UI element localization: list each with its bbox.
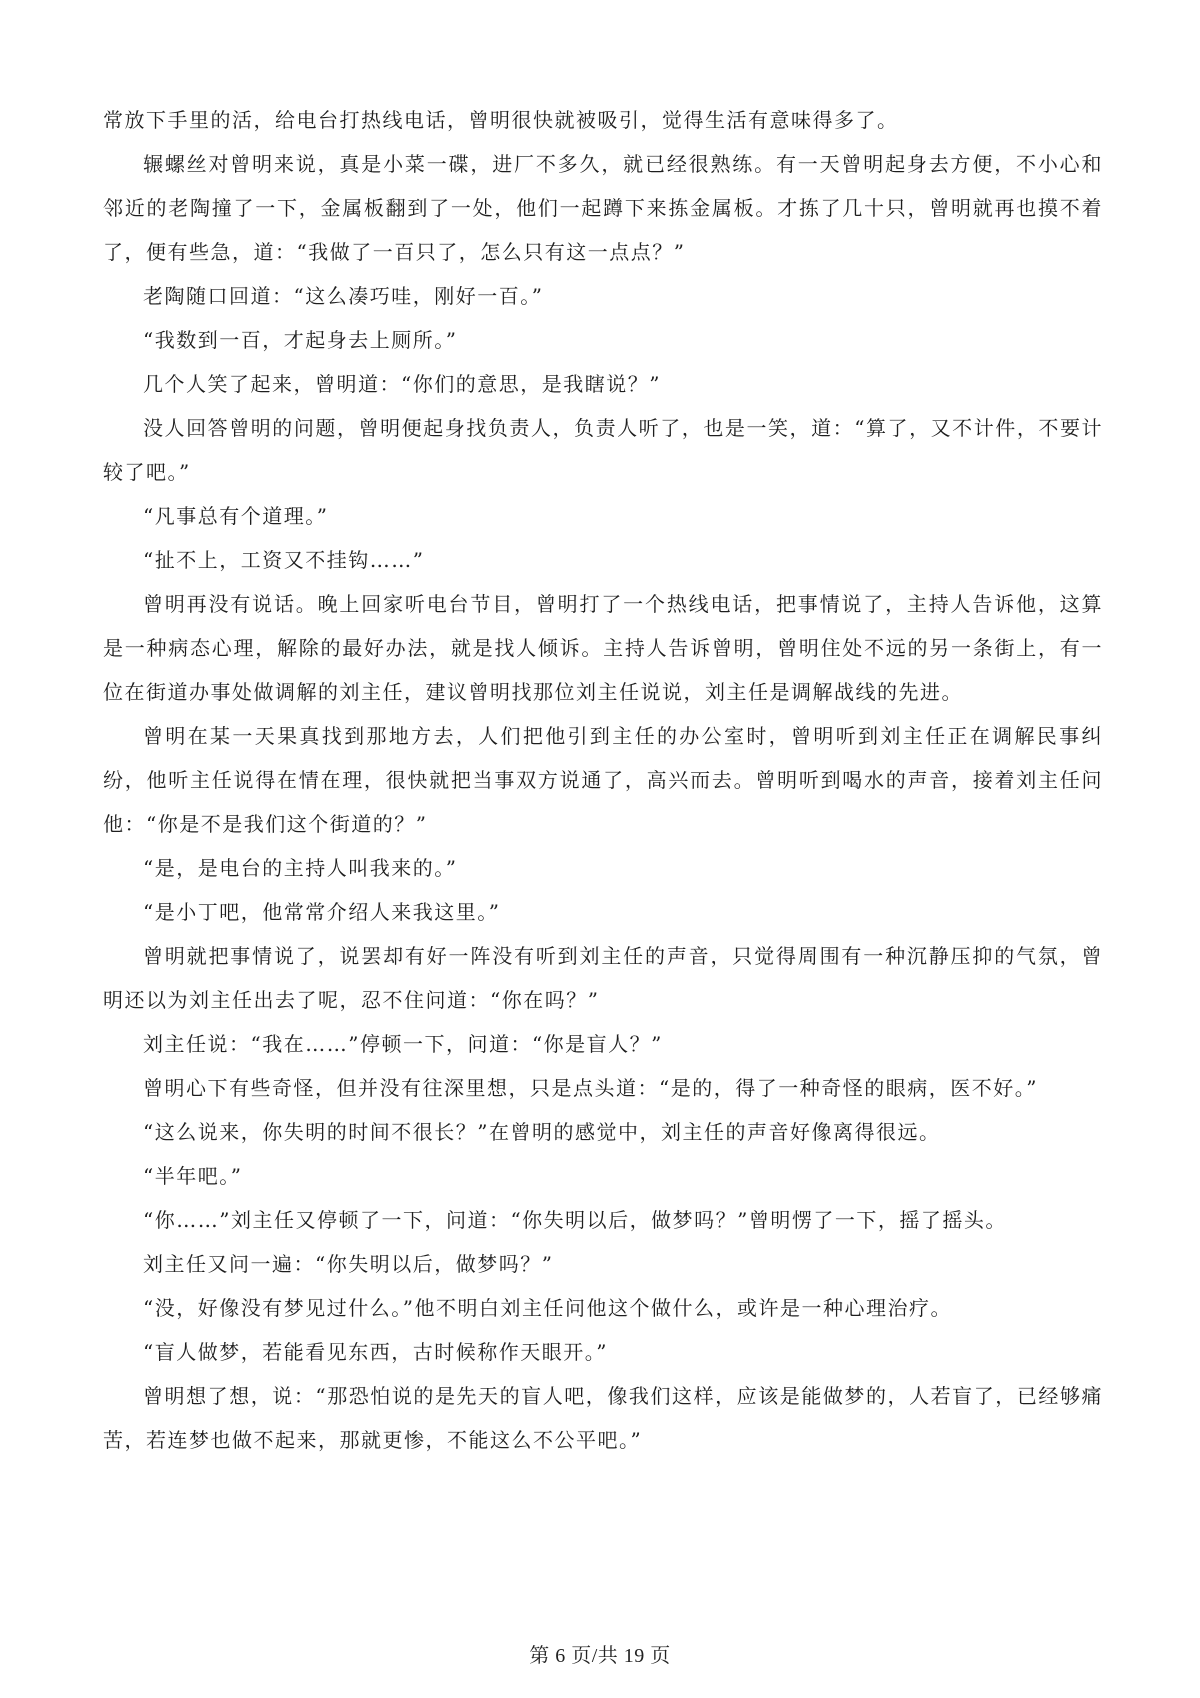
- paragraph: “凡事总有个道理。”: [143, 504, 329, 528]
- paragraph: “半年吧。”: [143, 1164, 243, 1188]
- paragraph: “我数到一百，才起身去上厕所。”: [143, 328, 458, 352]
- paragraph: 常放下手里的活，给电台打热线电话，曾明很快就被吸引，觉得生活有意味得多了。: [103, 108, 899, 132]
- paragraph: 曾明就把事情说了，说罢却有好一阵没有听到刘主任的声音，只觉得周围有一种沉静压抑的气氛，曾明还以为刘主任出去了呢，忍不住问道：“你在吗？”: [103, 944, 1103, 1012]
- paragraph: “是，是电台的主持人叫我来的。”: [143, 856, 458, 880]
- paragraph: 曾明在某一天果真找到那地方去，人们把他引到主任的办公室时，曾明听到刘主任正在调解民事纠纷，他听主任说得在情在理，很快就把当事双方说通了，高兴而去。曾明听到喝水的声音，接着刘主任问他：“你是不是我们这个街道的？”: [103, 724, 1103, 836]
- paragraph: 刘主任又问一遍：“你失明以后，做梦吗？”: [143, 1252, 554, 1276]
- paragraph: “你……”刘主任又停顿了一下，问道：“你失明以后，做梦吗？”曾明愣了一下，摇了摇头。: [143, 1208, 1007, 1232]
- paragraph: 曾明再没有说话。晚上回家听电台节目，曾明打了一个热线电话，把事情说了，主持人告诉他，这算是一种病态心理，解除的最好办法，就是找人倾诉。主持人告诉曾明，曾明住处不远的另一条街上，有一位在街道办事处做调解的刘主任，建议曾明找那位刘主任说说，刘主任是调解战线的先进。: [103, 592, 1103, 704]
- document-body: [103, 98, 1103, 1462]
- paragraph: 老陶随口回道：“这么凑巧哇，刚好一百。”: [143, 284, 544, 308]
- paragraph: 辗螺丝对曾明来说，真是小菜一碟，进厂不多久，就已经很熟练。有一天曾明起身去方便，不小心和邻近的老陶撞了一下，金属板翻到了一处，他们一起蹲下来拣金属板。才拣了几十只，曾明就再也摸不着了，便有些急，道：“我做了一百只了，怎么只有这一点点？”: [103, 152, 1103, 264]
- page-number: 第 6 页/共 19 页: [529, 1645, 671, 1667]
- page-footer: [0, 1639, 1200, 1668]
- paragraph: “这么说来，你失明的时间不很长？”在曾明的感觉中，刘主任的声音好像离得很远。: [143, 1120, 941, 1144]
- paragraph: 几个人笑了起来，曾明道：“你们的意思，是我瞎说？”: [143, 372, 661, 396]
- paragraph: 曾明心下有些奇怪，但并没有往深里想，只是点头道：“是的，得了一种奇怪的眼病，医不好。”: [143, 1076, 1038, 1100]
- paragraph: “是小丁吧，他常常介绍人来我这里。”: [143, 900, 501, 924]
- paragraph: “没，好像没有梦见过什么。”他不明白刘主任问他这个做什么，或许是一种心理治疗。: [143, 1296, 952, 1320]
- paragraph: 曾明想了想，说：“那恐怕说的是先天的盲人吧，像我们这样，应该是能做梦的，人若盲了，已经够痛苦，若连梦也做不起来，那就更惨，不能这么不公平吧。”: [103, 1384, 1103, 1452]
- paragraph: “扯不上，工资又不挂钩……”: [143, 548, 425, 572]
- paragraph: “盲人做梦，若能看见东西，古时候称作天眼开。”: [143, 1340, 608, 1364]
- paragraph: 刘主任说：“我在……”停顿一下，问道：“你是盲人？”: [143, 1032, 663, 1056]
- paragraph: 没人回答曾明的问题，曾明便起身找负责人，负责人听了，也是一笑，道：“算了，又不计件，不要计较了吧。”: [103, 416, 1103, 484]
